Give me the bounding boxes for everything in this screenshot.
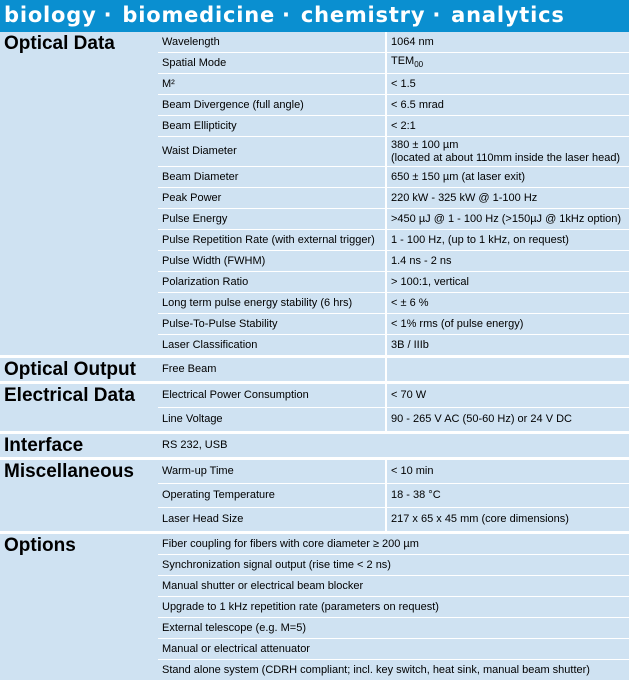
spec-row: [158, 74, 629, 95]
option-row: [158, 660, 629, 680]
banner-separator: ·: [432, 3, 442, 27]
option-item: Stand alone system (CDRH compliant; incl. key switch, heat sink, manual beam shutter): [162, 663, 590, 676]
spec-value: < 1.5: [391, 77, 416, 90]
spec-label: Pulse-To-Pulse Stability: [158, 314, 387, 334]
spec-label: Spatial Mode: [158, 53, 387, 73]
spec-value: [387, 358, 629, 381]
spec-label: M²: [158, 74, 387, 94]
spec-value: < ± 6 %: [391, 296, 429, 309]
spec-value: 220 kW - 325 kW @ 1-100 Hz: [391, 191, 538, 204]
spec-value: < 2:1: [391, 119, 416, 132]
section-heading: Optical Data: [4, 33, 115, 54]
spec-label: Waist Diameter: [158, 137, 387, 166]
spec-value: > 100:1, vertical: [391, 275, 469, 288]
spec-value: < 6.5 mrad: [391, 98, 444, 111]
spec-row: [158, 358, 629, 381]
spec-label: Beam Diameter: [158, 167, 387, 187]
option-item: Synchronization signal output (rise time < 2 ns): [162, 558, 391, 571]
option-row: [158, 534, 629, 555]
options-list: [158, 534, 629, 680]
spec-value: 18 - 38 °C: [391, 489, 441, 501]
spec-row: [158, 230, 629, 251]
banner-item: analytics: [451, 3, 565, 27]
section-heading: Miscellaneous: [4, 461, 134, 482]
spec-label: Beam Divergence (full angle): [158, 95, 387, 115]
spec-label: RS 232, USB: [162, 439, 228, 451]
spec-value: 3B / IIIb: [391, 338, 429, 351]
section-electrical-data: [0, 381, 629, 431]
spec-label: Beam Ellipticity: [158, 116, 387, 136]
spec-value: 1064 nm: [391, 35, 434, 48]
spec-label: Electrical Power Consumption: [158, 384, 387, 407]
spec-value-spatial-mode: [387, 53, 629, 73]
banner-item: biology: [4, 3, 97, 27]
spec-label: Laser Classification: [158, 335, 387, 355]
option-row: [158, 576, 629, 597]
option-row: [158, 618, 629, 639]
spec-value: 1.4 ns - 2 ns: [391, 254, 452, 267]
option-item: Manual shutter or electrical beam blocker: [162, 579, 364, 592]
spec-table: [158, 434, 629, 457]
spec-label: Polarization Ratio: [158, 272, 387, 292]
section-heading: Interface: [4, 435, 84, 456]
banner-separator: ·: [282, 3, 291, 27]
spec-row: [158, 484, 629, 508]
spec-label: Pulse Repetition Rate (with external trigger): [158, 230, 387, 250]
spec-value: $TEM_{00}$: [391, 54, 424, 70]
spec-value: 1 - 100 Hz, (up to 1 kHz, on request): [391, 233, 569, 246]
banner-separator: ·: [103, 3, 113, 27]
spec-value: 650 ± 150 µm (at laser exit): [391, 170, 526, 183]
option-row: [158, 597, 629, 618]
spec-value: 380 ± 100 µm: [391, 138, 459, 151]
banner-item: chemistry: [300, 3, 426, 27]
banner-item: biomedicine: [122, 3, 276, 27]
spec-row: [158, 293, 629, 314]
spec-row: [158, 460, 629, 484]
section-heading: Optical Output: [4, 359, 136, 380]
spec-label: Long term pulse energy stability (6 hrs): [158, 293, 387, 313]
spec-value: < 70 W: [391, 389, 427, 401]
option-item: Upgrade to 1 kHz repetition rate (parameters on request): [162, 600, 439, 613]
option-row: [158, 639, 629, 660]
spec-label: Pulse Width (FWHM): [158, 251, 387, 271]
spec-row: [158, 209, 629, 230]
section-heading: Electrical Data: [4, 385, 135, 406]
spec-table: [158, 32, 629, 355]
spec-row: [158, 272, 629, 293]
spec-row: [158, 137, 629, 167]
spec-label: Operating Temperature: [158, 484, 387, 507]
spec-label: Free Beam: [158, 358, 387, 381]
section-options: [0, 531, 629, 680]
spec-row: [158, 384, 629, 408]
header-banner: [0, 0, 629, 30]
spec-row: [158, 335, 629, 355]
spec-value: < 10 min: [391, 465, 434, 477]
section-heading: Options: [4, 535, 76, 556]
spec-table: [158, 358, 629, 381]
spec-value-subscript: 00: [414, 60, 424, 70]
spec-row: [158, 95, 629, 116]
option-item: Manual or electrical attenuator: [162, 642, 310, 655]
spec-label: Line Voltage: [158, 408, 387, 431]
spec-value: < 1% rms (of pulse energy): [391, 317, 524, 330]
spec-label: Wavelength: [158, 32, 387, 52]
spec-row: [158, 408, 629, 431]
spec-table: [158, 460, 629, 531]
option-row: [158, 555, 629, 576]
section-miscellaneous: [0, 457, 629, 531]
spec-row: [158, 434, 629, 457]
spec-row: [158, 188, 629, 209]
spec-row: [158, 53, 629, 74]
spec-value: >450 µJ @ 1 - 100 Hz (>150µJ @ 1kHz option): [391, 212, 622, 225]
spec-row: [158, 508, 629, 531]
spec-value: 90 - 265 V AC (50-60 Hz) or 24 V DC: [391, 413, 572, 425]
spec-row: [158, 116, 629, 137]
section-interface: [0, 431, 629, 457]
spec-label: Laser Head Size: [158, 508, 387, 531]
spec-row: [158, 251, 629, 272]
spec-value: [387, 434, 629, 457]
spec-table: [158, 384, 629, 431]
spec-label: Peak Power: [158, 188, 387, 208]
spec-row: [158, 32, 629, 53]
section-optical-output: [0, 355, 629, 381]
section-optical-data: [0, 32, 629, 355]
option-item: Fiber coupling for fibers with core diameter ≥ 200 µm: [162, 537, 419, 550]
option-item: External telescope (e.g. M=5): [162, 621, 306, 634]
spec-value-waist: [387, 137, 629, 166]
spec-row: [158, 314, 629, 335]
spec-value: 217 x 65 x 45 mm (core dimensions): [391, 513, 569, 525]
spec-value-note: (located at about 110mm inside the laser head): [391, 151, 621, 164]
spec-label: Warm-up Time: [158, 460, 387, 483]
spec-label: Pulse Energy: [158, 209, 387, 229]
spec-row: [158, 167, 629, 188]
